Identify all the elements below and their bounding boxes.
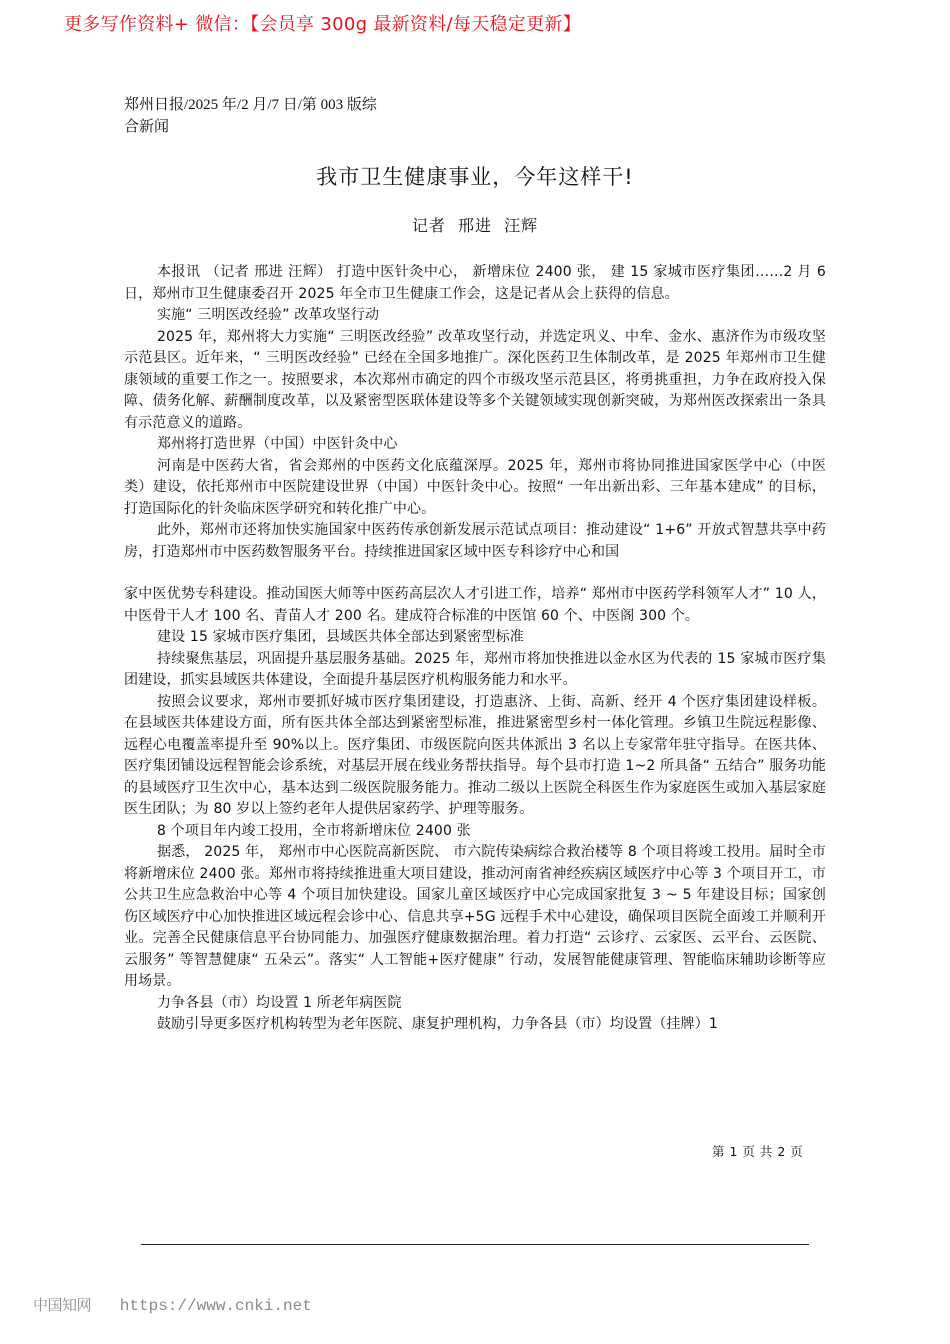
footer-divider [141,1244,809,1245]
article-paragraph: 鼓励引导更多医疗机构转型为老年医院、康复护理机构，力争各县（市）均设置（挂牌）1 [157,1016,718,1032]
article-paragraph: 按照会议要求，郑州市要抓好城市医疗集团建设，打造惠济、上街、高新、经开 4 个医疗集团建设样板。在县域医共体建设方面，所有医共体全部达到紧密型标准，推进紧密型乡村一体化管理。乡镇卫生院远程影像、远程心电覆盖率提升至 90%以上。医疗集团、市级医院向医共体派出 3 名以上专家常年驻守指导。在医共体、医疗集团铺设远程智能会诊系统，对基层开展在线业务帮扶指导。每个县市打造 1~2 所具备“ 五结合” 服务功能的县域医疗卫生次中心，基本达到二级医院服务能力。推动二级以上医院全科医生作为家庭医生或加入基层家庭医生团队；为 80 岁以上签约老年人提供居家药学、护理等服务。 [124,693,826,817]
cnki-brand-text: 中国知网 [33,1296,92,1314]
article-paragraph: 2025 年，郑州将大力实施“ 三明医改经验” 改革攻坚行动，并选定巩义、中牟、金水、惠济作为市级攻坚示范县区。近年来，“ 三明医改经验” 已经在全国多地推广。深化医药卫生体制改革，是 2025 年郑州市卫生健康领域的重要工作之一。按照要求，本次郑州市确定的四个市级攻坚示范县区，将勇挑重担，力争在政府投入保障、债务化解、薪酬制度改革，以及紧密型医联体建设等多个关键领域实现创新突破，为郑州医改探索出一条具有示范意义的道路。 [124,328,826,431]
section-heading: 力争各县（市）均设置 1 所老年病医院 [157,994,402,1011]
article-paragraph: 据悉， 2025 年， 郑州市中心医院高新医院、 市六院传染病综合救治楼等 8 个项目将竣工投用。届时全市将新增床位 2400 张。郑州市将持续推进重大项目建设，推动河南省神经疾病区域医疗中心等 3 个项目开工，市公共卫生应急救治中心等 4 个项目加快建设。国家儿童区域医疗中心完成国家批复 3 ~ 5 年建设目标；国家创伤区域医疗中心加快推进区域远程会诊中心、信息共享+5G 远程手术中心建设，确保项目医院全面竣工并顺利开业。完善全民健康信息平台协同能力、加强医疗健康数据治理。着力打造“ 云诊疗、云家医、云平台、云医院、云服务” 等智慧健康“ 五朵云”。落实“ 人工智能+医疗健康” 行动，发展智能健康管理、智能临床辅助诊断等应用场景。 [124,844,826,989]
cnki-url-link[interactable]: https://www.cnki.net [119,1297,312,1315]
article-paragraph: 河南是中医药大省，省会郑州的中医药文化底蕴深厚。2025 年，郑州市将协同推进国家医学中心（中医类）建设，依托郑州市中医院建设世界（中国）中医针灸中心。按照“ 一年出新出彩、三年基本建成” 的目标，打造国际化的针灸临床医学研究和转化推广中心。 [124,457,826,517]
section-heading: 郑州将打造世界（中国）中医针灸中心 [157,436,398,452]
article-paragraph-lead: 本报讯 （记者 邢进 汪辉） 打造中医针灸中心， 新增床位 2400 张， 建 15 家城市医疗集团……2 月 6 日，郑州市卫生健康委召开 2025 年全市卫生健康工作会，这是记者从会上获得的信息。 [124,264,826,302]
article-title: 我市卫生健康事业，今年这样干! [316,165,634,189]
source-line: 郑州日报/2025 年/2 月/7 日/第 003 版综合新闻 [124,97,377,135]
footer [33,1293,312,1318]
section-heading: 实施“ 三明医改经验” 改革攻坚行动 [157,307,380,323]
article-paragraph-continued: 家中医优势专科建设。推动国医大师等中医药高层次人才引进工作，培养“ 郑州市中医药学科领军人才” 10 人，中医骨干人才 100 名、青苗人才 200 名。建成符合标准的中医馆 60 个、中医阁 300 个。 [124,586,826,624]
section-heading: 8 个项目年内竣工投用，全市将新增床位 2400 张 [157,822,471,839]
section-heading: 建设 15 家城市医疗集团，县域医共体全部达到紧密型标准 [157,629,524,645]
article-paragraph: 持续聚焦基层，巩固提升基层服务基础。2025 年，郑州市将加快推进以金水区为代表的 15 家城市医疗集团建设，抓实县域医共体建设，全面提升基层医疗机构服务能力和水平。 [124,650,826,688]
article-byline: 记者 邢进 汪辉 [411,216,539,235]
page-indicator: 第 1 页 共 2 页 [712,1144,804,1159]
promo-banner: 更多写作资料+ 微信：【会员享 300g 最新资料/每天稳定更新】 [64,14,581,35]
article-paragraph: 此外，郑州市还将加快实施国家中医药传承创新发展示范试点项目：推动建设“ 1+6” 开放式智慧共享中药房，打造郑州市中医药数智服务平台。持续推进国家区域中医专科诊疗中心和国 [124,522,826,560]
article-body [124,262,826,1036]
